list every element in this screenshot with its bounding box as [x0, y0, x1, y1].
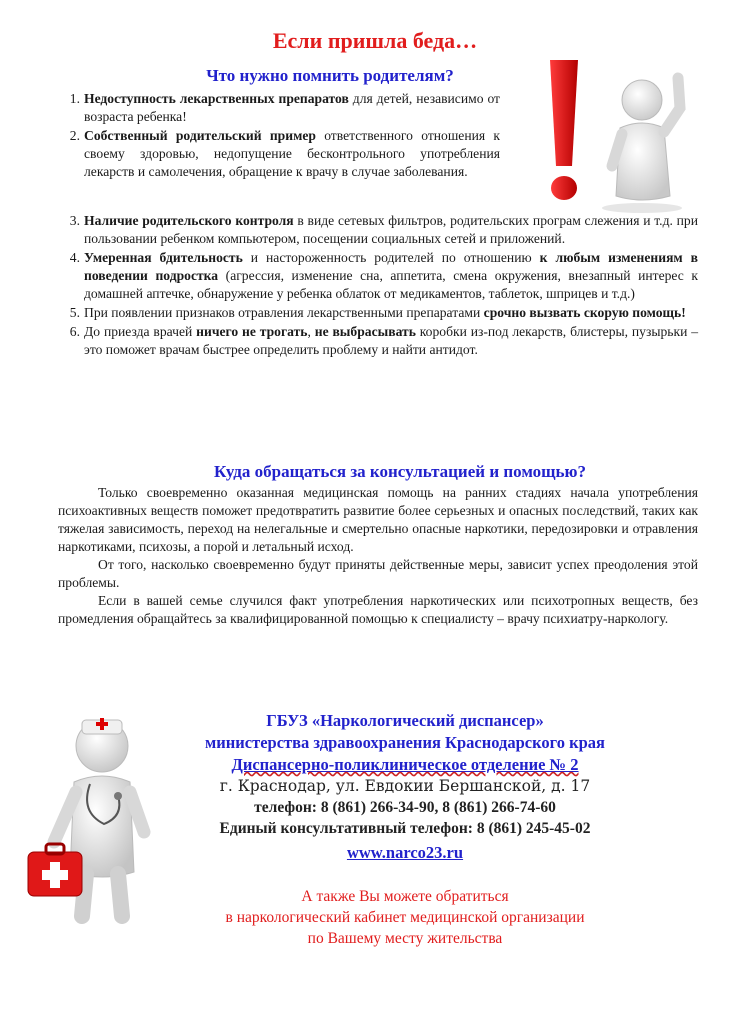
org-department [130, 754, 680, 776]
advice-item-number: 3. [69, 213, 80, 228]
advice-list-top [58, 90, 500, 182]
advice-text: в виде сетевых фильтров, родительских програм слежения и т.д. при пользовании ребенком компьютером, посещении социальных сетей и приложений. [84, 213, 698, 246]
advice-emphasis: Умеренная бдительность [84, 250, 243, 265]
section-heading-help: Куда обращаться за консультацией и помощью? [213, 462, 587, 481]
advice-emphasis: к любым изменениям в поведении подростка [84, 250, 699, 283]
organization-block [130, 710, 680, 864]
advice-item [58, 90, 500, 126]
advice-emphasis: Недоступность лекарственных препаратов [84, 91, 349, 106]
advice-text: коробки из-под лекарств, блистеры, пузырьки – это поможет врачам быстрее определить проблему и найти антидот. [84, 324, 699, 357]
advice-item-number: 6. [69, 324, 80, 339]
org-address: г. Краснодар, ул. Евдокии Бершанской, д. 17 [219, 777, 591, 795]
help-paragraph: Если в вашей семье случился факт употребления наркотических или психотропных веществ, без промедления обращайтесь за квалифицированной помощью к специалисту – врачу психиатру-наркологу. [58, 593, 698, 626]
advice-item [58, 304, 698, 322]
org-hotline: Единый консультативный телефон: 8 (861) 245-45-02 [219, 820, 591, 837]
advice-emphasis: ничего не трогать [196, 324, 308, 339]
advice-text: До приезда врачей [84, 324, 197, 339]
advice-item-number: 2. [69, 128, 80, 143]
advice-item-number: 4. [69, 250, 80, 265]
advice-text: , [307, 324, 315, 339]
also-contact-note [130, 886, 680, 949]
advice-emphasis: не выбрасывать [314, 324, 416, 339]
advice-item-number: 1. [69, 91, 80, 106]
advice-emphasis: Наличие родительского контроля [84, 213, 294, 228]
also-line: по Вашему месту жительства [307, 930, 503, 947]
org-name: ГБУЗ «Наркологический диспансер» [266, 711, 544, 730]
advice-item [58, 127, 500, 181]
advice-text: (агрессия, изменение сна, аппетита, смена окружения, внезапный интерес к домашней аптечке, обнаружение у ребенка облаток от медикаментов, таблеток, шприцев и т.д.) [84, 268, 699, 301]
advice-text: ответственного отношения к своему здоровью, недопущение бесконтрольного употребления лекарств и самолечения, обращение к врачу в случае заболевания. [84, 128, 501, 179]
advice-text: и настороженность родителей по отношению [242, 250, 540, 265]
advice-emphasis: Собственный родительский пример [84, 128, 316, 143]
help-paragraph: Только своевременно оказанная медицинская помощь на ранних стадиях начала употребления психоактивных веществ поможет предотвратить развитие более серьезных и опасных последствий, таких как тяжелая зависимость, переход на нелегальные и смертельно опасные наркотики, передозировки и отравления наркотиками, психозы, а порой и летальный исход. [58, 485, 698, 554]
advice-list-bottom [58, 212, 698, 360]
advice-item [58, 323, 698, 359]
section-heading-parents: Что нужно помнить родителям? [206, 66, 454, 85]
org-ministry: министерства здравоохранения Краснодарского края [205, 733, 605, 752]
advice-emphasis: срочно вызвать скорую помощь! [483, 305, 686, 320]
website-link[interactable]: www.narco23.ru [346, 843, 464, 862]
advice-item-number: 5. [69, 305, 80, 320]
page-title: Если пришла беда… [272, 28, 478, 53]
help-paragraph: От того, насколько своевременно будут приняты действенные меры, зависит успех преодоления этой проблемы. [58, 557, 698, 590]
advice-item [58, 249, 698, 303]
advice-item [58, 212, 698, 248]
org-department-text: Диспансерно-поликлиническое отделение № 2 [231, 755, 579, 774]
org-phones: телефон: 8 (861) 266-34-90, 8 (861) 266-74-60 [254, 799, 556, 816]
advice-text: для детей, независимо от возраста ребенка! [84, 91, 501, 124]
advice-text: При появлении признаков отравления лекарственными препаратами [84, 305, 484, 320]
also-line: А также Вы можете обратиться [301, 888, 509, 905]
help-text [58, 484, 698, 628]
also-line: в наркологический кабинет медицинской организации [225, 909, 585, 926]
